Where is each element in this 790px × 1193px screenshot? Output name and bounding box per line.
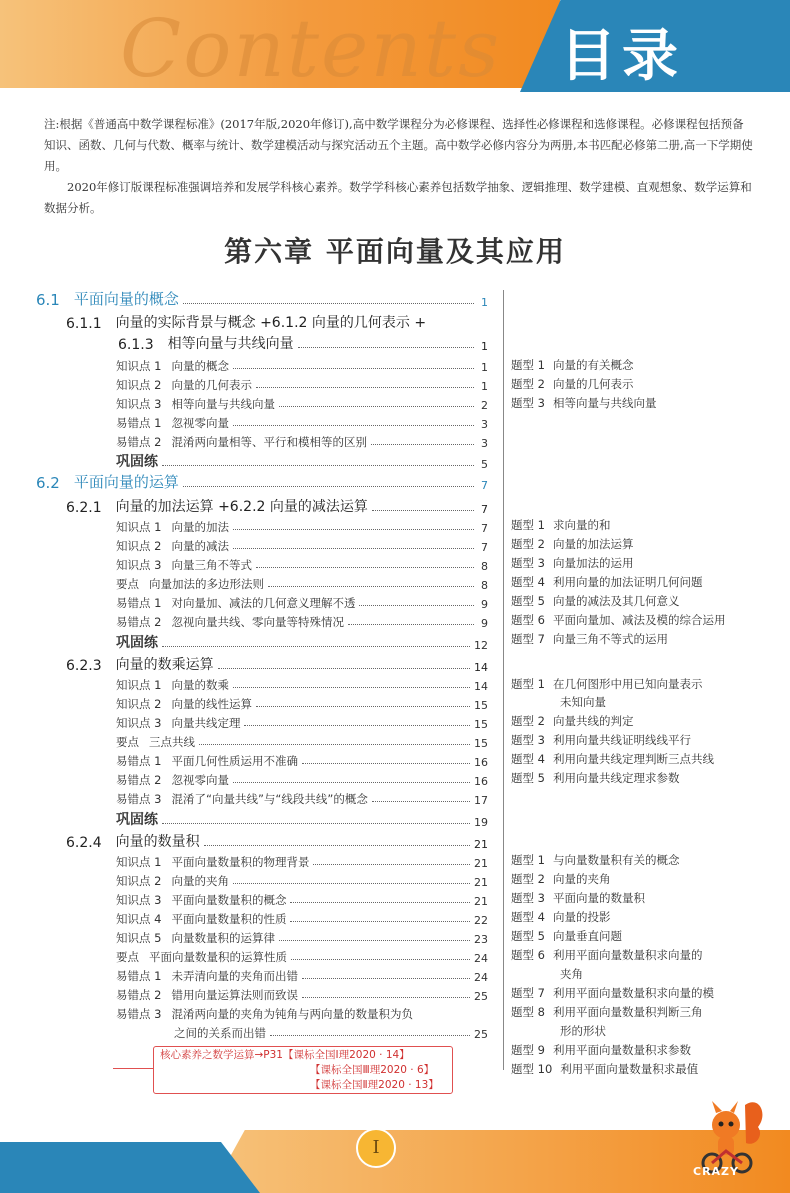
qt-tag: 题型 4 — [511, 910, 545, 924]
toc-page: 21 — [474, 838, 488, 851]
question-type-item[interactable] — [511, 984, 714, 1002]
toc-section-6-2[interactable] — [36, 472, 488, 492]
toc-page: 2 — [481, 399, 488, 412]
toc-title: 向量的减法 — [171, 539, 229, 553]
toc-item[interactable] — [116, 768, 488, 788]
toc-page: 17 — [474, 794, 488, 807]
qt-title: 向量的加法运算 — [552, 537, 634, 551]
question-type-item[interactable] — [511, 870, 610, 888]
toc-page: 14 — [474, 661, 488, 674]
toc-tag: 知识点 1 — [116, 520, 162, 534]
toc-tag: 知识点 3 — [116, 893, 162, 907]
question-type-item[interactable] — [511, 946, 702, 964]
toc-title: 向量的加法运算 +6.2.2 向量的减法运算 — [115, 499, 368, 515]
intro-paragraph-1: 注:根据《普通高中数学课程标准》(2017年版,2020年修订),高中数学课程分为必修课程、选择性必修课程和选修课程。必修课程包括预备知识、函数、几何与代数、概率与统计、数学建模活动与探究活动五个主题。高中数学必修内容分为两册,本书匹配必修第二册,高一下学期使用。 — [44, 117, 753, 173]
qt-title: 与向量数量积有关的概念 — [552, 853, 680, 867]
leader-dots — [233, 548, 474, 549]
toc-title: 向量的实际背景与概念 +6.1.2 向量的几何表示 + — [115, 315, 427, 331]
page-title: 目录 — [560, 24, 684, 89]
qt-title: 向量的减法及其几何意义 — [552, 594, 680, 608]
toc-title: 错用向量运算法则而致误 — [171, 988, 298, 1002]
mascot-label: CRAZY — [693, 1165, 739, 1178]
leader-dots — [302, 763, 470, 764]
question-type-continuation — [560, 1022, 606, 1040]
toc-section-6-1[interactable] — [36, 289, 488, 309]
question-type-item[interactable] — [511, 769, 679, 787]
toc-title: 向量的加法 — [171, 520, 229, 534]
toc-tag: 易错点 1 — [116, 969, 162, 983]
question-type-item[interactable] — [511, 927, 622, 945]
toc-item[interactable] — [116, 711, 488, 731]
toc-item[interactable] — [116, 787, 488, 807]
leader-dots — [162, 465, 474, 466]
toc-exercise[interactable] — [116, 809, 488, 829]
toc-page: 15 — [474, 699, 488, 712]
leader-dots — [233, 782, 470, 783]
toc-page: 7 — [481, 479, 488, 492]
toc-tag: 易错点 2 — [116, 615, 162, 629]
qt-tag: 题型 3 — [511, 556, 545, 570]
qt-tag: 题型 2 — [511, 714, 545, 728]
toc-title: 忽视向量共线、零向量等特殊情况 — [171, 615, 344, 629]
toc-page: 9 — [481, 598, 488, 611]
qt-tag: 题型 7 — [511, 986, 545, 1000]
leader-dots — [162, 646, 470, 647]
qt-title: 向量的投影 — [552, 910, 611, 924]
toc-tag: 知识点 2 — [116, 697, 162, 711]
toc-title: 向量的数乘运算 — [115, 657, 214, 673]
toc-page: 15 — [474, 737, 488, 750]
toc-page: 8 — [481, 579, 488, 592]
qt-title: 向量共线的判定 — [552, 714, 634, 728]
callout-line-1: 核心素养之数学运算→P31【课标全国Ⅰ理2020 · 14】 — [160, 1049, 410, 1061]
toc-page: 1 — [481, 380, 488, 393]
question-type-item[interactable] — [511, 356, 633, 374]
leader-dots — [256, 567, 474, 568]
question-type-item[interactable] — [511, 516, 610, 534]
toc-title: 对向量加、减法的几何意义理解不透 — [171, 596, 356, 610]
toc-item[interactable] — [116, 373, 488, 393]
toc-tag: 易错点 2 — [116, 773, 162, 787]
leader-dots — [372, 801, 470, 802]
question-type-continuation — [560, 965, 583, 983]
leader-dots — [313, 864, 470, 865]
toc-page: 21 — [474, 876, 488, 889]
footer-banner — [0, 1130, 790, 1193]
toc-tag: 知识点 1 — [116, 678, 162, 692]
toc-item[interactable] — [116, 673, 488, 693]
qt-tag: 题型 2 — [511, 377, 545, 391]
qt-tag: 题型 1 — [511, 853, 545, 867]
qt-tag: 题型 10 — [511, 1062, 553, 1076]
leader-dots — [279, 406, 474, 407]
toc-title: 平面向量数量积的物理背景 — [171, 855, 310, 869]
toc-tag: 要点 — [116, 735, 139, 749]
qt-title: 利用平面向量数量积求参数 — [552, 1043, 691, 1057]
toc-subsection-6-2-1[interactable] — [66, 496, 488, 516]
footer-blue-band — [0, 1142, 260, 1193]
leader-dots — [298, 347, 474, 348]
toc-title: 向量加法的多边形法则 — [149, 577, 264, 591]
leader-dots — [233, 368, 474, 369]
question-type-item[interactable] — [511, 630, 668, 648]
toc-title: 向量数量积的运算律 — [171, 931, 275, 945]
toc-title: 相等向量与共线向量 — [171, 397, 275, 411]
qt-title: 夹角 — [560, 967, 583, 981]
toc-item[interactable] — [116, 869, 488, 889]
toc-page: 7 — [481, 503, 488, 516]
toc-page: 5 — [481, 458, 488, 471]
column-divider — [503, 290, 504, 1070]
toc-title: 巩固练 — [116, 635, 158, 651]
intro-paragraph-2: 2020年修订版课程标准强调培养和发展学科核心素养。数学学科核心素养包括数学抽象、逻辑推理、数学建模、直观想象、数学运算和数据分析。 — [44, 180, 752, 215]
toc-page: 16 — [474, 756, 488, 769]
toc-tag: 要点 — [116, 577, 139, 591]
qt-tag: 题型 1 — [511, 677, 545, 691]
toc-page: 3 — [481, 418, 488, 431]
leader-dots — [199, 744, 470, 745]
toc-page: 8 — [481, 560, 488, 573]
toc-title: 平面几何性质运用不准确 — [171, 754, 298, 768]
toc-title: 巩固练 — [116, 812, 158, 828]
toc-page: 16 — [474, 775, 488, 788]
qt-tag: 题型 6 — [511, 613, 545, 627]
toc-page: 14 — [474, 680, 488, 693]
toc-title: 平面向量数量积的运算性质 — [149, 950, 287, 964]
toc-subsection-6-1-3[interactable] — [118, 333, 488, 353]
qt-tag: 题型 3 — [511, 396, 545, 410]
toc-tag: 知识点 5 — [116, 931, 162, 945]
toc-page: 24 — [474, 971, 488, 984]
toc-title: 向量的数量积 — [115, 834, 200, 850]
leader-dots — [162, 823, 470, 824]
toc-page: 7 — [481, 541, 488, 554]
toc-item[interactable] — [116, 730, 488, 750]
leader-dots — [279, 940, 470, 941]
leader-dots — [290, 921, 470, 922]
toc-tag: 知识点 4 — [116, 912, 162, 926]
toc-tag: 易错点 1 — [116, 596, 162, 610]
toc-page: 22 — [474, 914, 488, 927]
toc-num: 6.1.1 — [66, 316, 102, 332]
toc-exercise[interactable] — [116, 451, 488, 471]
toc-num: 6.1 — [36, 291, 60, 309]
toc-page: 12 — [474, 639, 488, 652]
toc-item[interactable] — [116, 572, 488, 592]
question-type-item[interactable] — [511, 1003, 702, 1021]
leader-dots — [233, 425, 474, 426]
toc-item[interactable] — [116, 553, 488, 573]
leader-dots — [256, 706, 470, 707]
question-type-item[interactable] — [511, 1041, 691, 1059]
callout-line-2: 【课标全国Ⅲ理2020 · 6】 — [310, 1064, 435, 1076]
toc-title: 巩固练 — [116, 454, 158, 470]
toc-page: 25 — [474, 1028, 488, 1041]
toc-page: 9 — [481, 617, 488, 630]
toc-title: 三点共线 — [149, 735, 195, 749]
qt-title: 平面向量的数量积 — [552, 891, 645, 905]
qt-title: 相等向量与共线向量 — [552, 396, 657, 410]
toc-item[interactable] — [116, 534, 488, 554]
callout-line-3: 【课标全国Ⅱ理2020 · 13】 — [310, 1079, 439, 1091]
qt-title: 向量的夹角 — [552, 872, 611, 886]
leader-dots — [290, 902, 470, 903]
question-type-item[interactable] — [511, 750, 714, 768]
qt-tag: 题型 6 — [511, 948, 545, 962]
toc-page: 24 — [474, 952, 488, 965]
qt-title: 向量三角不等式的运用 — [552, 632, 668, 646]
toc-num: 6.1.3 — [118, 337, 154, 353]
qt-tag: 题型 2 — [511, 872, 545, 886]
toc-tag: 要点 — [116, 950, 139, 964]
toc-item[interactable] — [116, 354, 488, 374]
toc-page: 23 — [474, 933, 488, 946]
qt-tag: 题型 5 — [511, 771, 545, 785]
toc-tag: 知识点 1 — [116, 855, 162, 869]
qt-tag: 题型 5 — [511, 929, 545, 943]
question-type-item[interactable] — [511, 573, 702, 591]
toc-item[interactable] — [116, 983, 488, 1003]
toc-title: 向量共线定理 — [171, 716, 241, 730]
qt-title: 利用向量共线定理求参数 — [552, 771, 680, 785]
toc-page: 7 — [481, 522, 488, 535]
toc-num: 6.2 — [36, 474, 60, 492]
page-number: I — [356, 1128, 396, 1168]
leader-dots — [268, 586, 474, 587]
qt-title: 利用平面向量数量积判断三角 — [552, 1005, 703, 1019]
toc-item[interactable] — [116, 850, 488, 870]
toc-page: 25 — [474, 990, 488, 1003]
question-type-item[interactable] — [511, 712, 633, 730]
leader-dots — [218, 668, 470, 669]
qt-title: 利用平面向量数量积求向量的 — [552, 948, 703, 962]
toc-page: 1 — [481, 340, 488, 353]
qt-title: 向量加法的运用 — [552, 556, 634, 570]
question-type-item[interactable] — [511, 889, 645, 907]
qt-tag: 题型 1 — [511, 518, 545, 532]
toc-tag: 知识点 3 — [116, 397, 162, 411]
toc-item[interactable] — [116, 1002, 488, 1022]
toc-tag: 知识点 2 — [116, 539, 162, 553]
toc-item[interactable] — [116, 888, 488, 908]
toc-item[interactable] — [116, 907, 488, 927]
toc-title: 向量的夹角 — [171, 874, 229, 888]
leader-dots — [204, 845, 470, 846]
toc-num: 6.2.4 — [66, 835, 102, 851]
toc-item[interactable] — [116, 515, 488, 535]
toc-exercise[interactable] — [116, 632, 488, 652]
toc-tag: 易错点 1 — [116, 754, 162, 768]
leader-dots — [359, 605, 474, 606]
qt-title: 利用向量共线定理判断三点共线 — [552, 752, 714, 766]
toc-title: 向量的数乘 — [171, 678, 229, 692]
qt-tag: 题型 3 — [511, 733, 545, 747]
question-type-item[interactable] — [511, 1060, 698, 1078]
qt-title: 求向量的和 — [552, 518, 611, 532]
toc-tag: 知识点 2 — [116, 378, 162, 392]
toc-item-continuation[interactable] — [174, 1021, 488, 1041]
toc-title: 平面向量的概念 — [73, 290, 179, 308]
toc-title: 忽视零向量 — [171, 773, 229, 787]
toc-item[interactable] — [116, 610, 488, 630]
qt-tag: 题型 3 — [511, 891, 545, 905]
toc-tag: 易错点 3 — [116, 792, 162, 806]
toc-title: 向量三角不等式 — [171, 558, 252, 572]
qt-title: 向量的有关概念 — [552, 358, 634, 372]
toc-item[interactable] — [116, 692, 488, 712]
header-watermark: Contents — [120, 2, 502, 95]
question-type-item[interactable] — [511, 731, 691, 749]
toc-title: 相等向量与共线向量 — [167, 336, 294, 352]
toc-title: 未弄清向量的夹角而出错 — [171, 969, 298, 983]
chapter-title: 第六章 平面向量及其应用 — [224, 235, 566, 268]
question-type-item[interactable] — [511, 592, 679, 610]
qt-title: 利用向量的加法证明几何问题 — [552, 575, 703, 589]
leader-dots — [291, 959, 470, 960]
leader-dots — [348, 624, 474, 625]
qt-tag: 题型 4 — [511, 752, 545, 766]
toc-page: 19 — [474, 816, 488, 829]
qt-title: 形的形状 — [560, 1024, 606, 1038]
question-type-item[interactable] — [511, 675, 702, 693]
toc-title: 混淆两向量相等、平行和模相等的区别 — [171, 435, 367, 449]
toc-title: 平面向量数量积的概念 — [171, 893, 287, 907]
toc-title: 平面向量的运算 — [73, 473, 179, 491]
leader-dots — [256, 387, 474, 388]
toc-title: 向量的几何表示 — [171, 378, 252, 392]
toc-tag: 知识点 1 — [116, 359, 162, 373]
toc-item[interactable] — [116, 591, 488, 611]
qt-tag: 题型 7 — [511, 632, 545, 646]
callout-pointer — [113, 1068, 153, 1069]
qt-title: 利用平面向量数量积求最值 — [560, 1062, 699, 1076]
core-literacy-callout[interactable] — [153, 1046, 453, 1094]
qt-title: 在几何图形中用已知向量表示 — [552, 677, 703, 691]
question-type-item[interactable] — [511, 851, 679, 869]
qt-tag: 题型 5 — [511, 594, 545, 608]
toc-title: 向量的线性运算 — [171, 697, 252, 711]
toc-title: 忽视零向量 — [171, 416, 229, 430]
toc-page: 1 — [481, 361, 488, 374]
leader-dots — [233, 529, 474, 530]
qt-title: 向量的几何表示 — [552, 377, 634, 391]
leader-dots — [233, 687, 470, 688]
toc-item[interactable] — [116, 964, 488, 984]
toc-tag: 易错点 3 — [116, 1007, 162, 1021]
leader-dots — [270, 1035, 470, 1036]
qt-tag: 题型 2 — [511, 537, 545, 551]
qt-tag: 题型 4 — [511, 575, 545, 589]
leader-dots — [183, 303, 474, 304]
toc-item[interactable] — [116, 411, 488, 431]
toc-page: 3 — [481, 437, 488, 450]
leader-dots — [372, 510, 474, 511]
toc-subsection-6-2-3[interactable] — [66, 654, 488, 674]
leader-dots — [371, 444, 474, 445]
toc-tag: 知识点 3 — [116, 558, 162, 572]
question-type-item[interactable] — [511, 535, 633, 553]
question-type-continuation — [560, 693, 606, 711]
toc-page: 21 — [474, 895, 488, 908]
qt-tag: 题型 9 — [511, 1043, 545, 1057]
toc-item[interactable] — [116, 926, 488, 946]
toc-item[interactable] — [116, 749, 488, 769]
toc-item[interactable] — [116, 430, 488, 450]
qt-title: 向量垂直问题 — [552, 929, 622, 943]
toc-page: 21 — [474, 857, 488, 870]
toc-tag: 易错点 2 — [116, 435, 162, 449]
toc-title: 之间的关系而出错 — [174, 1026, 266, 1040]
toc-tag: 知识点 3 — [116, 716, 162, 730]
toc-title: 平面向量数量积的性质 — [171, 912, 287, 926]
qt-tag: 题型 1 — [511, 358, 545, 372]
toc-page: 1 — [481, 296, 488, 309]
question-type-item[interactable] — [511, 554, 633, 572]
toc-subsection-6-1-1[interactable] — [66, 312, 488, 332]
leader-dots — [302, 978, 470, 979]
question-type-item[interactable] — [511, 908, 610, 926]
leader-dots — [302, 997, 470, 998]
toc-num: 6.2.3 — [66, 658, 102, 674]
toc-tag: 知识点 2 — [116, 874, 162, 888]
toc-title: 向量的概念 — [171, 359, 229, 373]
question-type-item[interactable] — [511, 394, 656, 412]
qt-title: 利用向量共线证明线线平行 — [552, 733, 691, 747]
toc-item[interactable] — [116, 392, 488, 412]
toc-page: 15 — [474, 718, 488, 731]
qt-tag: 题型 8 — [511, 1005, 545, 1019]
leader-dots — [244, 725, 470, 726]
header-banner — [0, 0, 790, 100]
toc-subsection-6-2-4[interactable] — [66, 831, 488, 851]
toc-item[interactable] — [116, 945, 488, 965]
toc-title: 混淆了“向量共线”与“线段共线”的概念 — [171, 792, 368, 806]
leader-dots — [233, 883, 470, 884]
qt-title: 平面向量加、减法及模的综合运用 — [552, 613, 726, 627]
toc-title: 混淆两向量的夹角为钝角与两向量的数量积为负 — [171, 1007, 413, 1021]
intro-note — [44, 114, 754, 219]
qt-title: 未知向量 — [560, 695, 606, 709]
question-type-item[interactable] — [511, 375, 633, 393]
toc-tag: 易错点 2 — [116, 988, 162, 1002]
leader-dots — [183, 486, 474, 487]
toc-tag: 易错点 1 — [116, 416, 162, 430]
qt-title: 利用平面向量数量积求向量的模 — [552, 986, 714, 1000]
toc-num: 6.2.1 — [66, 500, 102, 516]
question-type-item[interactable] — [511, 611, 725, 629]
